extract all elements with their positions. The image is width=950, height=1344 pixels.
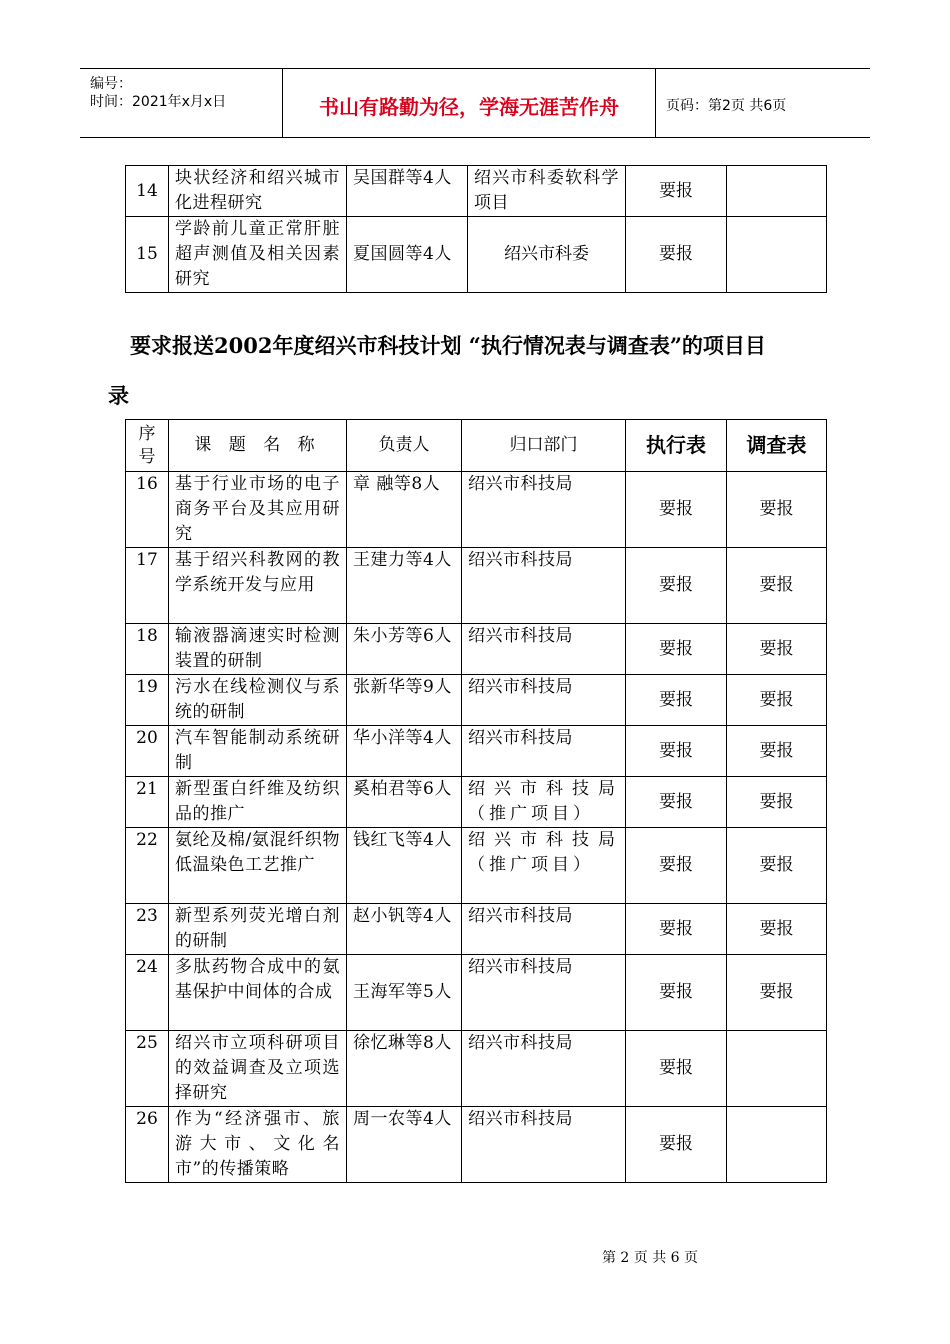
row-survey: 要报 xyxy=(727,675,827,726)
project-table xyxy=(125,419,827,1183)
row-dept: 绍兴市科委软科学项目 xyxy=(468,166,626,217)
row-survey xyxy=(727,166,827,217)
row-dept: 绍兴市科技局 xyxy=(462,472,626,548)
table-row xyxy=(126,217,827,293)
row-leader: 周一农等4人 xyxy=(347,1107,462,1183)
row-survey: 要报 xyxy=(727,828,827,904)
row-topic: 块状经济和绍兴城市化进程研究 xyxy=(169,166,347,217)
header-dept: 归口部门 xyxy=(462,420,626,472)
table-row xyxy=(126,726,827,777)
row-number: 23 xyxy=(126,904,169,955)
table-row xyxy=(126,166,827,217)
header-motto: 书山有路勤为径，学海无涯苦作舟 xyxy=(319,95,619,119)
row-dept: 绍兴市科技局 xyxy=(462,1107,626,1183)
row-number: 20 xyxy=(126,726,169,777)
row-leader: 奚柏君等6人 xyxy=(347,777,462,828)
row-exec: 要报 xyxy=(626,217,727,293)
row-survey: 要报 xyxy=(727,548,827,624)
table-row xyxy=(126,472,827,548)
header-left-cell xyxy=(80,69,283,137)
row-exec: 要报 xyxy=(626,726,727,777)
row-leader: 华小洋等4人 xyxy=(347,726,462,777)
row-topic: 学龄前儿童正常肝脏超声测值及相关因素研究 xyxy=(169,217,347,293)
table-row xyxy=(126,955,827,1031)
row-exec: 要报 xyxy=(626,472,727,548)
row-exec: 要报 xyxy=(626,955,727,1031)
row-dept: 绍兴市科技局 xyxy=(462,675,626,726)
page-footer: 第 2 页 共 6 页 xyxy=(601,1250,699,1266)
row-exec: 要报 xyxy=(626,777,727,828)
row-survey: 要报 xyxy=(727,624,827,675)
page-label: 页码：第2页 共6页 xyxy=(666,98,787,114)
header-leader: 负责人 xyxy=(347,420,462,472)
row-dept: 绍兴市科技局 xyxy=(462,955,626,1031)
row-exec: 要报 xyxy=(626,1031,727,1107)
row-leader: 徐忆琳等8人 xyxy=(347,1031,462,1107)
table-row xyxy=(126,828,827,904)
row-number: 24 xyxy=(126,955,169,1031)
row-survey xyxy=(727,1031,827,1107)
row-dept: 绍兴市科技局 xyxy=(462,904,626,955)
row-survey: 要报 xyxy=(727,726,827,777)
row-survey: 要报 xyxy=(727,777,827,828)
row-number: 17 xyxy=(126,548,169,624)
table-row xyxy=(126,904,827,955)
row-leader: 吴国群等4人 xyxy=(347,166,468,217)
row-topic: 基于行业市场的电子商务平台及其应用研究 xyxy=(169,472,347,548)
row-dept: 绍兴市科技局 xyxy=(462,1031,626,1107)
row-exec: 要报 xyxy=(626,828,727,904)
header-exec: 执行表 xyxy=(626,420,727,472)
row-number: 22 xyxy=(126,828,169,904)
row-survey xyxy=(727,217,827,293)
row-dept: 绍兴市科技局 xyxy=(462,624,626,675)
row-exec: 要报 xyxy=(626,904,727,955)
table-row xyxy=(126,548,827,624)
row-exec: 要报 xyxy=(626,675,727,726)
row-dept: 绍兴市科技局（推广项目） xyxy=(462,828,626,904)
row-topic: 新型蛋白纤维及纺织品的推广 xyxy=(169,777,347,828)
row-leader: 朱小芳等6人 xyxy=(347,624,462,675)
row-number: 15 xyxy=(126,217,169,293)
row-survey: 要报 xyxy=(727,955,827,1031)
row-topic: 基于绍兴科教网的教学系统开发与应用 xyxy=(169,548,347,624)
row-exec: 要报 xyxy=(626,624,727,675)
row-number: 21 xyxy=(126,777,169,828)
row-leader: 夏国圆等4人 xyxy=(347,217,468,293)
section-title-continued: 录 xyxy=(108,383,129,408)
row-dept: 绍兴市科技局 xyxy=(462,548,626,624)
header-topic: 课 题 名 称 xyxy=(169,420,347,472)
page-header xyxy=(80,68,870,138)
row-leader: 赵小钒等4人 xyxy=(347,904,462,955)
row-survey xyxy=(727,1107,827,1183)
row-topic: 污水在线检测仪与系统的研制 xyxy=(169,675,347,726)
table-row xyxy=(126,624,827,675)
row-survey: 要报 xyxy=(727,904,827,955)
row-leader: 张新华等9人 xyxy=(347,675,462,726)
row-survey: 要报 xyxy=(727,472,827,548)
row-number: 26 xyxy=(126,1107,169,1183)
header-center-cell xyxy=(283,69,656,137)
project-table-continued xyxy=(125,165,827,293)
row-number: 18 xyxy=(126,624,169,675)
row-dept: 绍兴市科技局（推广项目） xyxy=(462,777,626,828)
table-row xyxy=(126,675,827,726)
row-dept: 绍兴市科技局 xyxy=(462,726,626,777)
table-row xyxy=(126,1031,827,1107)
table-header-row xyxy=(126,420,827,472)
row-topic: 汽车智能制动系统研制 xyxy=(169,726,347,777)
row-leader: 王海军等5人 xyxy=(347,955,462,1031)
header-survey: 调查表 xyxy=(727,420,827,472)
row-topic: 绍兴市立项科研项目的效益调查及立项选择研究 xyxy=(169,1031,347,1107)
row-topic: 氨纶及棉/氨混纤织物低温染色工艺推广 xyxy=(169,828,347,904)
time-label: 时间：2021年x月x日 xyxy=(90,94,227,110)
row-exec: 要报 xyxy=(626,166,727,217)
row-topic: 作为“经济强市、旅游大市、文化名市”的传播策略 xyxy=(169,1107,347,1183)
header-right-cell xyxy=(656,69,870,137)
row-number: 16 xyxy=(126,472,169,548)
row-number: 19 xyxy=(126,675,169,726)
row-number: 14 xyxy=(126,166,169,217)
table-row xyxy=(126,777,827,828)
code-label: 编号： xyxy=(90,76,132,92)
table-row xyxy=(126,1107,827,1183)
header-number: 序号 xyxy=(126,420,169,472)
row-number: 25 xyxy=(126,1031,169,1107)
row-exec: 要报 xyxy=(626,1107,727,1183)
row-leader: 钱红飞等4人 xyxy=(347,828,462,904)
section-title: 要求报送2002年度绍兴市科技计划 “执行情况表与调查表”的项目目 xyxy=(130,333,766,358)
row-leader: 王建力等4人 xyxy=(347,548,462,624)
row-topic: 新型系列荧光增白剂的研制 xyxy=(169,904,347,955)
row-topic: 输液器滴速实时检测装置的研制 xyxy=(169,624,347,675)
row-dept: 绍兴市科委 xyxy=(468,217,626,293)
row-topic: 多肽药物合成中的氨基保护中间体的合成 xyxy=(169,955,347,1031)
row-leader: 章 融等8人 xyxy=(347,472,462,548)
row-exec: 要报 xyxy=(626,548,727,624)
